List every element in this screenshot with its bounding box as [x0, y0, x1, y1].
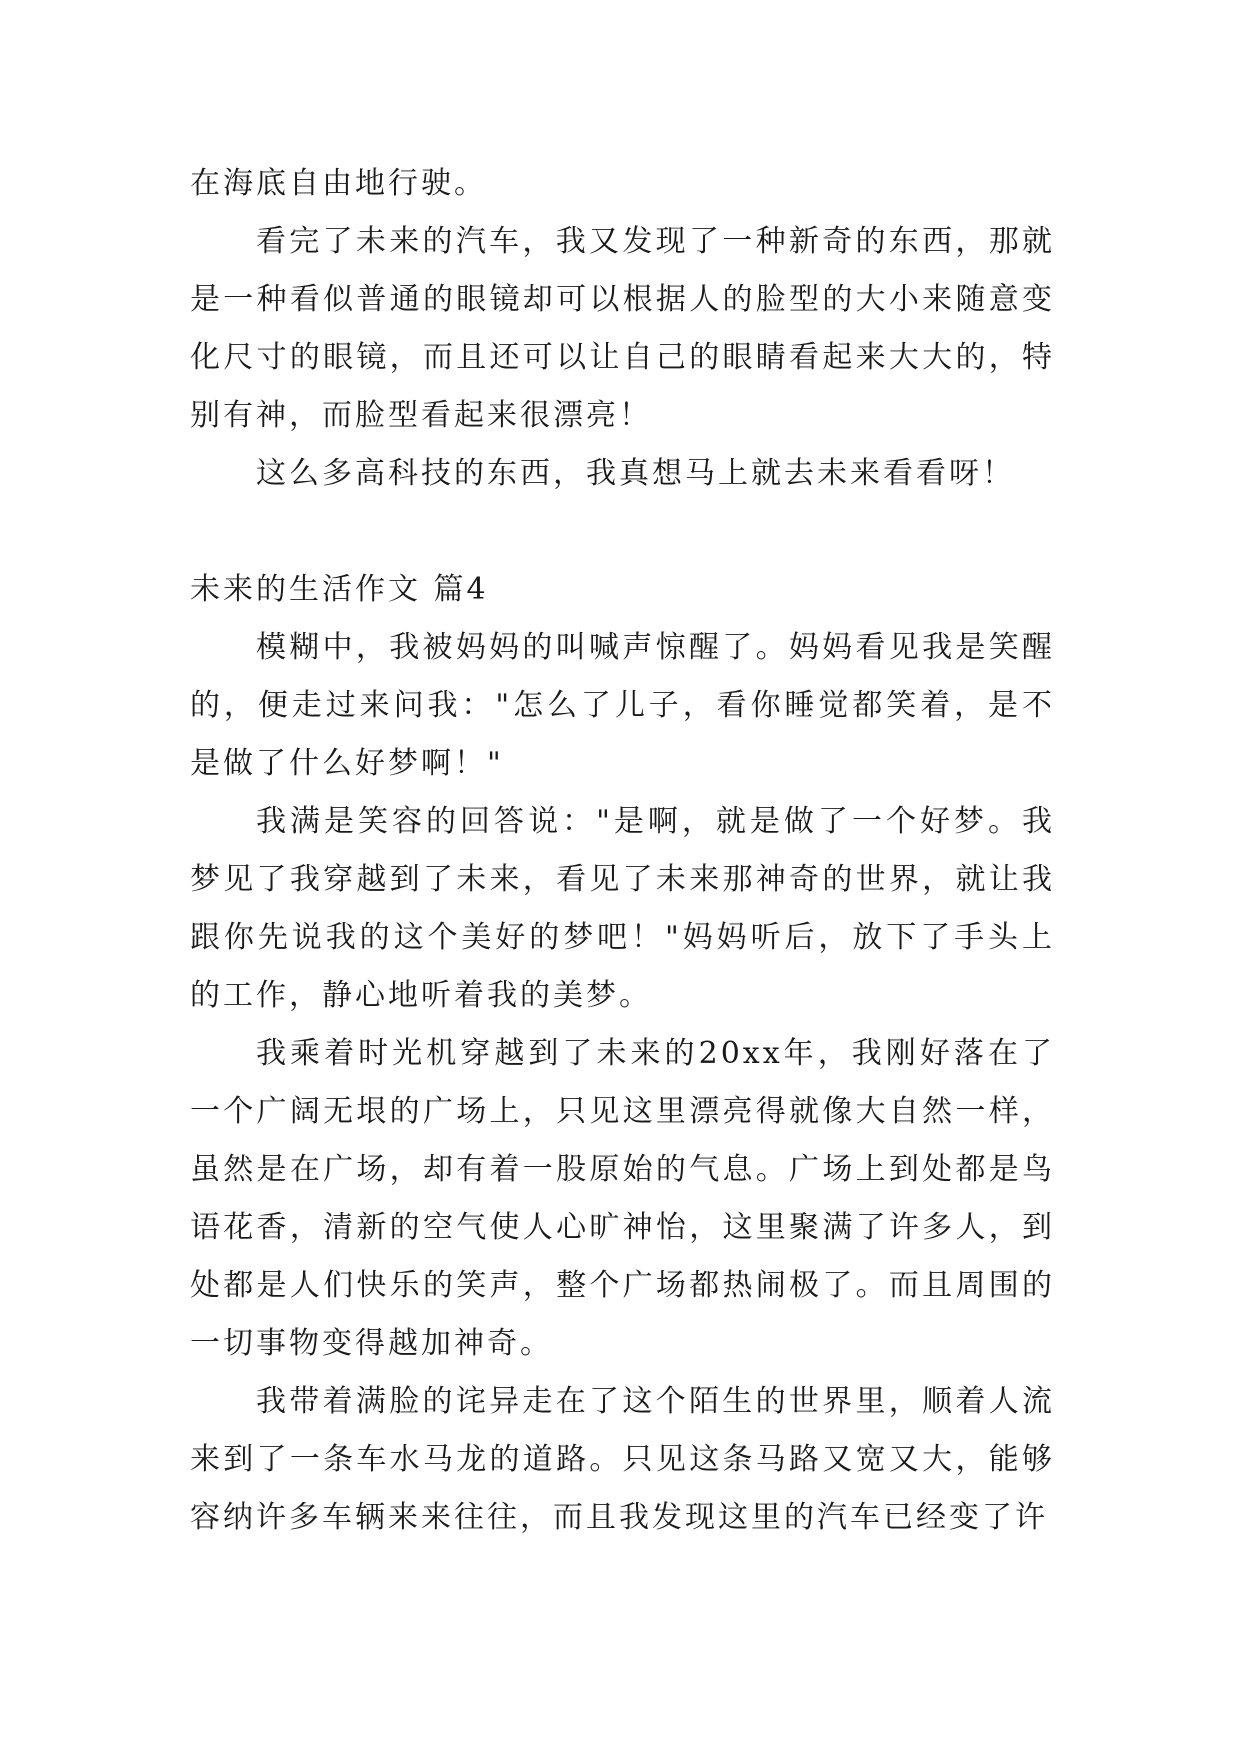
paragraph-woken: 模糊中，我被妈妈的叫喊声惊醒了。妈妈看见我是笑醒的，便走过来问我："怎么了儿子，看你睡觉都笑着，是不是做了什么好梦啊！" — [190, 630, 1055, 781]
paragraph-road: 我带着满脸的诧异走在了这个陌生的世界里，顺着人流来到了一条车水马龙的道路。只见这条马路又宽又大，能够容纳许多车辆来来往往，而且我发现这里的汽车已经变了许 — [190, 1384, 1055, 1535]
paragraph-time-machine: 我乘着时光机穿越到了未来的20xx年，我刚好落在了一个广阔无垠的广场上，只见这里漂亮得就像大自然一样，虽然是在广场，却有着一股原始的气息。广场上到处都是鸟语花香，清新的空气使人心旷神怡，这里聚满了许多人，到处都是人们快乐的笑声，整个广场都热闹极了。而且周围的一切事物变得越加神奇。 — [190, 1036, 1055, 1361]
paragraph-answer: 我满是笑容的回答说："是啊，就是做了一个好梦。我梦见了我穿越到了未来，看见了未来那神奇的世界，就让我跟你先说我的这个美好的梦吧！"妈妈听后，放下了手头上的工作，静心地听着我的美梦。 — [190, 804, 1055, 1013]
section-heading: 未来的生活作文 篇4 — [190, 572, 489, 607]
paragraph-continuation: 在海底自由地行驶。 — [190, 166, 487, 201]
document-body — [190, 155, 1055, 1547]
paragraph-glasses: 看完了未来的汽车，我又发现了一种新奇的东西，那就是一种看似普通的眼镜却可以根据人的脸型的大小来随意变化尺寸的眼镜，而且还可以让自己的眼睛看起来大大的，特别有神，而脸型看起来很漂亮！ — [190, 224, 1055, 433]
paragraph-wish: 这么多高科技的东西，我真想马上就去未来看看呀！ — [256, 456, 1015, 491]
